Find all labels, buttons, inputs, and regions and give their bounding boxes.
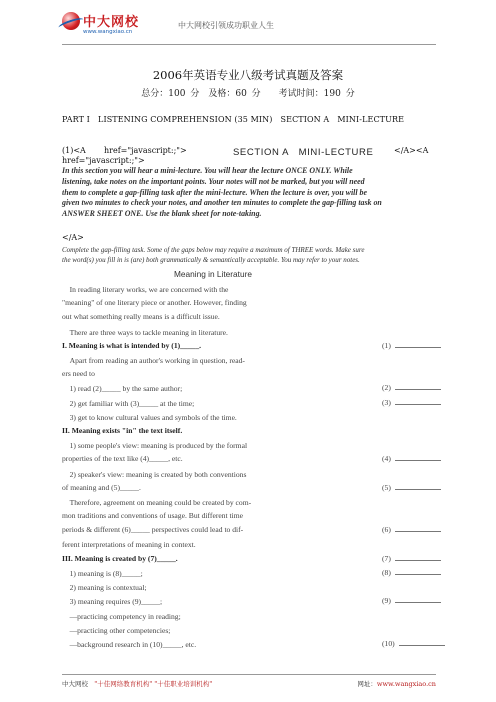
footer-org-info [62,679,212,688]
lecture-line: Therefore, agreement on meaning could be created by com- [62,498,252,507]
lecture-title: Meaning in Literature [174,269,252,279]
section-instructions [62,166,438,220]
answer-blank[interactable] [395,530,441,532]
answer-number: (7) [382,553,391,563]
answer-blank[interactable] [395,601,441,603]
footer-divider [62,674,436,675]
brand-name: 中大网校 [83,15,140,30]
answer-number: (1) [382,340,391,350]
lecture-line: properties of the text like (4)_____, etc. [62,454,183,464]
lecture-line: 1) meaning is (8)_____; [62,569,143,578]
answer-number: (9) [382,596,391,606]
answer-blank[interactable] [395,388,441,390]
link-close-tag[interactable]: </A> [62,233,84,242]
answer-blank[interactable] [395,346,441,348]
lecture-line: 3) meaning requires (9)_____; [62,597,163,607]
part-heading: PART I LISTENING COMPREHENSION (35 MIN) SECTION A MINI-LECTURE [62,115,405,124]
answer-number: (4) [382,454,391,464]
lecture-line: There are three ways to tackle meaning in literature. [62,327,228,337]
lecture-line: 2) get familiar with (3)_____ at the time; [62,398,195,408]
answer-blank[interactable] [395,403,441,405]
footer-org: 中大网校 [62,680,88,688]
answer-slot[interactable] [382,454,441,463]
answer-slot[interactable] [382,568,441,577]
answer-slot[interactable] [382,341,441,350]
lecture-line: Apart from reading an author's working in question, read- [62,356,245,365]
answer-number: (10) [382,639,395,648]
globe-logo-icon [62,12,80,30]
answer-slot[interactable] [382,596,441,605]
answer-number: (6) [382,525,391,535]
lecture-line: —practicing other competencies; [62,625,171,635]
lecture-line: 2) meaning is contextual; [62,583,147,593]
lecture-line: 1) read (2)_____ by the same author; [62,384,183,394]
page-title: 2006年英语专业八级考试真题及答案 [152,68,344,82]
answer-slot[interactable] [382,554,441,563]
lecture-line: 1) some people's view: meaning is produced by the formal [62,441,248,451]
lecture-line: 2) speaker's view: meaning is created by both conventions [62,469,247,479]
answer-blank[interactable] [395,459,441,461]
section-heading-image-text: SECTION A MINI-LECTURE [233,147,374,158]
answer-slot[interactable] [382,525,441,534]
instruction-line: ANSWER SHEET ONE. Use the blank sheet for note-taking. [62,209,262,219]
answer-number: (5) [382,482,391,492]
answer-number: (8) [382,568,391,577]
lecture-line: ers need to [62,369,95,379]
footer-honor-2: "十佳职业培训机构" [154,680,213,688]
answer-blank[interactable] [395,559,441,561]
answer-blank[interactable] [399,644,445,646]
link-suffix[interactable]: </A><A [394,146,429,155]
instruction-line: In this section you will hear a mini-lecture. You will hear the lecture ONCE ONLY. While [62,166,353,175]
exam-meta: 总分：100 分 及格：60 分 考试时间：190 分 [141,89,355,99]
lecture-line: —practicing competency in reading; [62,611,181,621]
footer-honor-1: "十佳网络教育机构" [94,680,153,688]
link-attr-line2[interactable]: href="javascript:;"> [62,156,145,165]
task-instruction-line: the word(s) you fill in is (are) both grammatically & semantically acceptable. You may refer to your notes. [62,256,360,264]
footer-site [357,679,436,688]
lecture-line: out what something really means is a difficult issue. [62,312,220,322]
footer-site-url[interactable]: www.wangxiao.cn [376,680,436,688]
lecture-line: of meaning and (5)_____. [62,482,141,492]
answer-slot[interactable] [382,639,445,648]
lecture-line: ferent interpretations of meaning in context. [62,539,196,549]
lecture-line: periods & different (6)_____ perspectives could lead to dif- [62,525,244,535]
lecture-line: mon traditions and conventions of usage. But different time [62,511,244,521]
brand-url: www.wangxiao.cn [83,29,133,35]
task-instruction-line: Complete the gap-filling task. Some of the gaps below may require a maximum of THREE words. Make sure [62,246,365,254]
link-prefix[interactable]: (1)<A [62,146,86,155]
answer-number: (3) [382,397,391,407]
link-attr[interactable]: href="javascript:;"> [104,146,187,155]
lecture-line: III. Meaning is created by (7)_____. [62,553,178,563]
lecture-line: "meaning" of one literary piece or another. However, finding [62,298,247,308]
brand-logo [62,9,140,41]
page-header [0,0,496,50]
answer-slot[interactable] [382,383,441,392]
instruction-line: them to complete a gap-filling task after the mini-lecture. When the lecture is over, you will be [62,187,367,197]
answer-blank[interactable] [395,573,441,575]
lecture-line: In reading literary works, we are concerned with the [62,285,229,294]
answer-slot[interactable] [382,483,441,492]
answer-blank[interactable] [395,488,441,490]
lecture-line: II. Meaning exists "in" the text itself. [62,426,183,435]
header-slogan: 中大网校引领成功职业人生 [178,21,274,30]
answer-slot[interactable] [382,398,441,407]
instruction-line: listening, take notes on the important points. Your notes will not be marked, but you will need [62,176,365,186]
answer-number: (2) [382,383,391,393]
instruction-line: given two minutes to check your notes, and another ten minutes to complete the gap-filling task on [62,198,382,208]
lecture-line: —background research in (10)_____, etc. [62,640,197,649]
lecture-line: I. Meaning is what is intended by (1)_____. [62,340,202,350]
header-divider [62,44,436,45]
lecture-line: 3) get to know cultural values and symbols of the time. [62,412,237,422]
footer-site-label: 网址： [357,680,377,688]
task-instructions [62,245,442,265]
